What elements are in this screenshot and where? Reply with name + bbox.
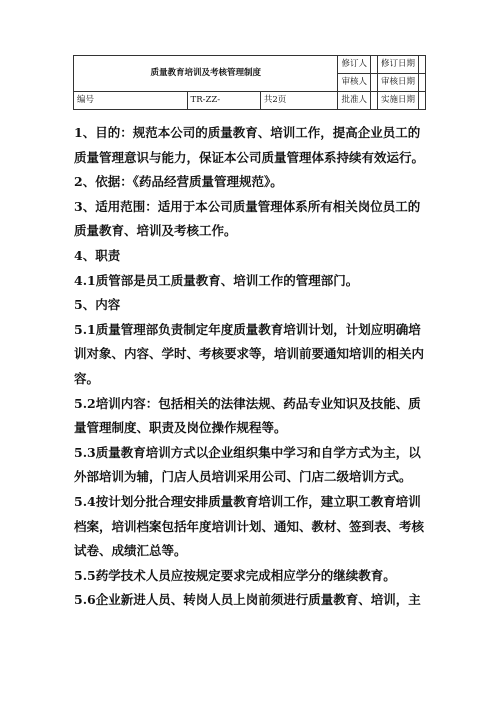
paragraph-5-2: 5.2培训内容：包括相关的法律法规、药品专业知识及技能、质量管理制度、职责及岗位操作规程等。 bbox=[74, 395, 421, 436]
revised-date-label: 修订日期 bbox=[377, 56, 418, 74]
paragraph-5-3: 5.3质量教育培训方式以企业组织集中学习和自学方式为主，以外部培训为辅，门店人员培训采用公司、门店二级培训方式。 bbox=[74, 444, 421, 485]
paragraph-5-6: 5.6企业新进人员、转岗人员上岗前须进行质量教育、培训，主 bbox=[74, 592, 421, 608]
document-title: 质量教育培训及考核管理制度 bbox=[74, 56, 338, 92]
revised-by-label: 修订人 bbox=[338, 56, 371, 74]
reviewed-date-value bbox=[419, 74, 426, 92]
page-count: 共2页 bbox=[260, 92, 338, 110]
revised-date-value bbox=[419, 56, 426, 74]
paragraph-5-5: 5.5药学技术人员应按规定要求完成相应学分的继续教育。 bbox=[74, 567, 396, 583]
document-header-table bbox=[73, 55, 426, 110]
approved-by-label: 批准人 bbox=[338, 92, 371, 110]
approved-by-value bbox=[370, 92, 377, 110]
paragraph-5-4: 5.4按计划分批合理安排质量教育培训工作，建立职工教育培训档案，培训档案包括年度培训计划、通知、教材、签到表、考核试卷、成绩汇总等。 bbox=[74, 493, 425, 559]
reviewed-date-label: 审核日期 bbox=[377, 74, 418, 92]
effective-date-label: 实施日期 bbox=[377, 92, 418, 110]
paragraph-basis: 2、依据：《药品经营质量管理规范》。 bbox=[74, 174, 283, 190]
paragraph-4-1: 4.1质管部是员工质量教育、培训工作的管理部门。 bbox=[74, 272, 359, 288]
paragraph-responsibility-heading: 4、职责 bbox=[74, 247, 121, 263]
reviewed-by-label: 审核人 bbox=[338, 74, 371, 92]
code-value: TR-ZZ- bbox=[187, 92, 260, 110]
paragraph-purpose: 1、目的：规范本公司的质量教育、培训工作，提高企业员工的质量管理意识与能力，保证本公司质量管理体系持续有效运行。 bbox=[74, 125, 425, 165]
paragraph-content-heading: 5、内容 bbox=[74, 297, 121, 313]
paragraph-5-1: 5.1质量管理部负责制定年度质量教育培训计划，计划应明确培训对象、内容、学时、考核要求等，培训前要通知培训的相关内容。 bbox=[74, 321, 425, 386]
paragraph-scope: 3、适用范围：适用于本公司质量管理体系所有相关岗位员工的质量教育、培训及考核工作。 bbox=[74, 198, 421, 239]
reviewed-by-value bbox=[370, 74, 377, 92]
document-body bbox=[74, 121, 426, 613]
revised-by-value bbox=[370, 56, 377, 74]
effective-date-value bbox=[419, 92, 426, 110]
code-label: 编号 bbox=[74, 92, 188, 110]
